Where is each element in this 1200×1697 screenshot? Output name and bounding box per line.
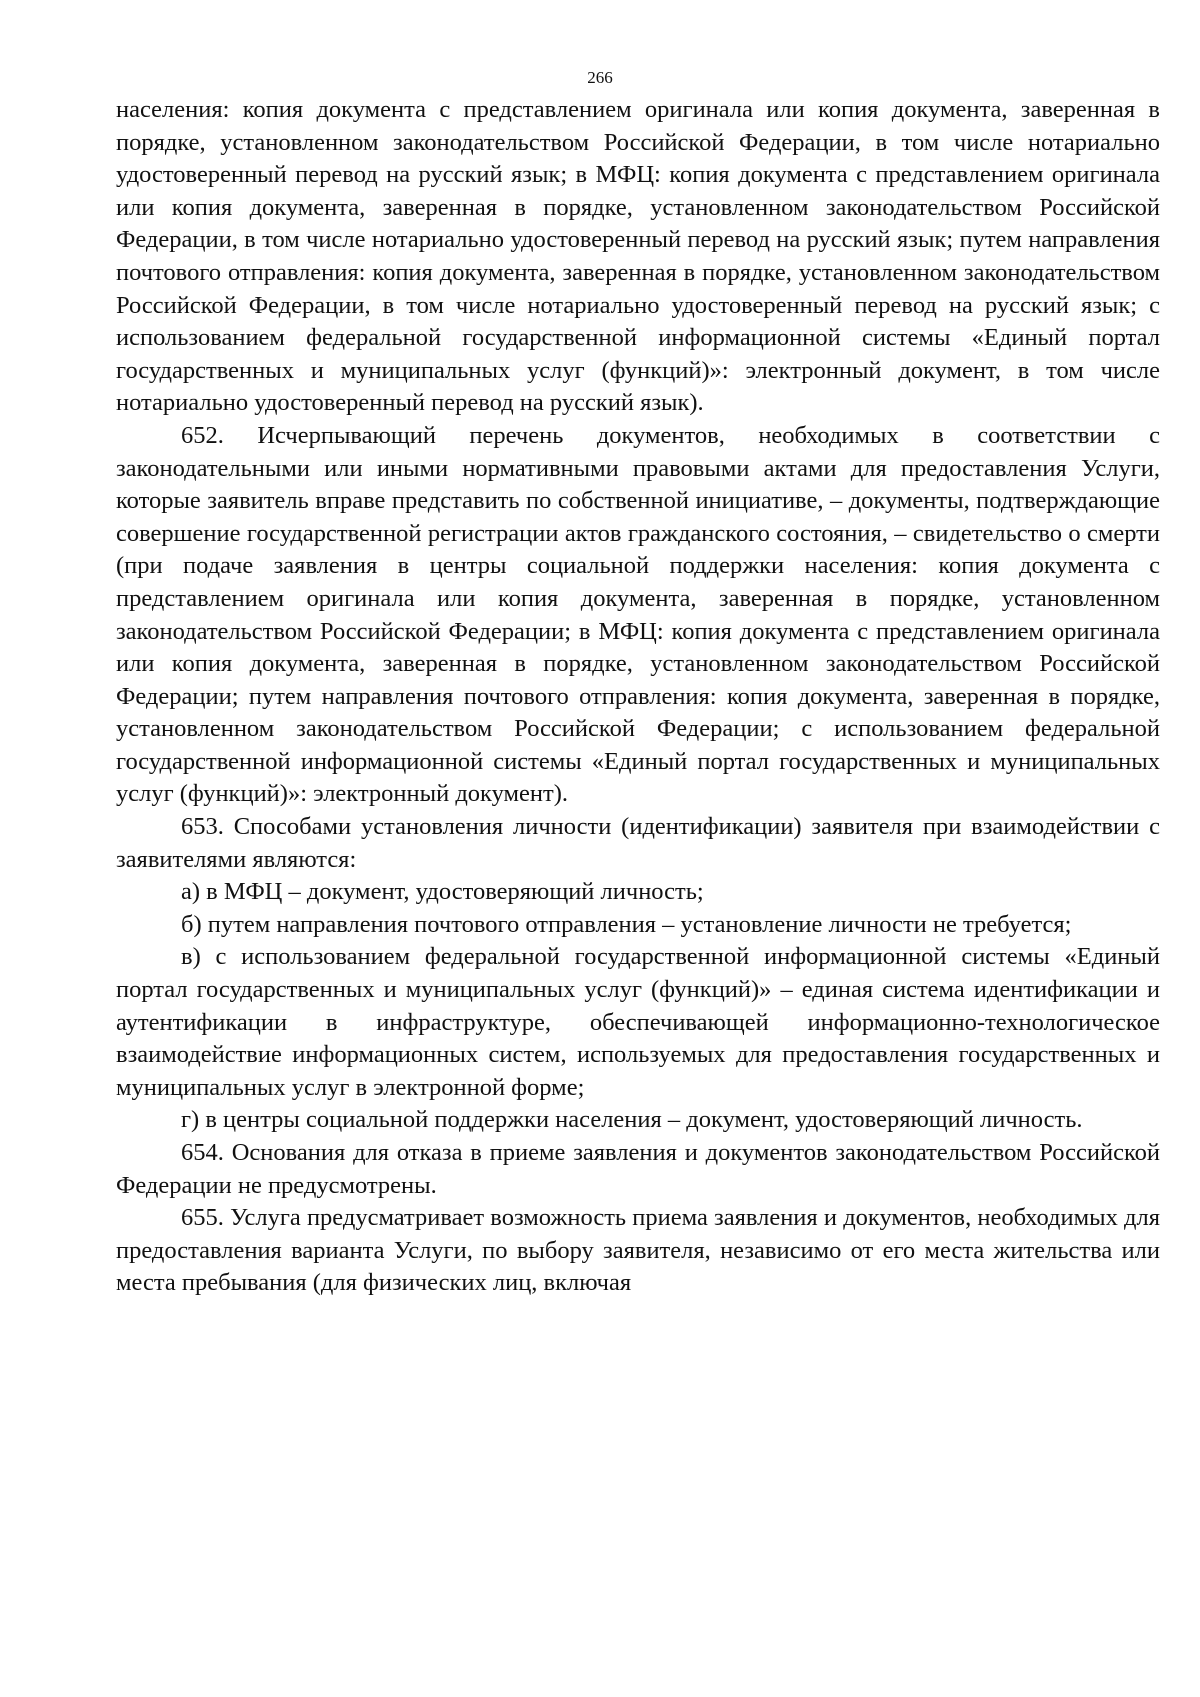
page-number: 266 — [587, 68, 613, 87]
paragraph-653: 653. Способами установления личности (идентификации) заявителя при взаимодействии с заявителями являются: — [116, 813, 1160, 873]
list-item-a: а) в МФЦ – документ, удостоверяющий личность; — [181, 878, 704, 906]
paragraph-continuation: населения: копия документа с представлением оригинала или копия документа, заверенная в порядке, установленном законодательством Российской Федерации, в том числе нотариально удостоверенный перевод на русский язык; в МФЦ: копия документа с представлением оригинала или копия документа, заверенная в порядке, установленном законодательством Российской Федерации, в том числе нотариально удостоверенный перевод на русский язык; путем направления почтового отправления: копия документа, заверенная в порядке, установленном законодательством Российской Федерации, в том числе нотариально удостоверенный перевод на русский язык; с использованием федеральной государственной информационной системы «Единый портал государственных и муниципальных услуг (функций)»: электронный документ, в том числе нотариально удостоверенный перевод на русский язык). — [116, 96, 1160, 417]
paragraph-655: 655. Услуга предусматривает возможность приема заявления и документов, необходимых для предоставления варианта Услуги, по выбору заявителя, независимо от его места жительства или места пребывания (для физических лиц, включая — [116, 1204, 1160, 1297]
list-item-g: г) в центры социальной поддержки населения – документ, удостоверяющий личность. — [181, 1106, 1083, 1134]
paragraph-652: 652. Исчерпывающий перечень документов, необходимых в соответствии с законодательными или иными нормативными правовыми актами для предоставления Услуги, которые заявитель вправе представить по собственной инициативе, – документы, подтверждающие совершение государственной регистрации актов гражданского состояния, – свидетельство о смерти (при подаче заявления в центры социальной поддержки населения: копия документа с представлением оригинала или копия документа, заверенная в порядке, установленном законодательством Российской Федерации; в МФЦ: копия документа с представлением оригинала или копия документа, заверенная в порядке, установленном законодательством Российской Федерации; путем направления почтового отправления: копия документа, заверенная в порядке, установленном законодательством Российской Федерации; с использованием федеральной государственной информационной системы «Единый портал государственных и муниципальных услуг (функций)»: электронный документ). — [116, 421, 1160, 808]
list-item-v: в) с использованием федеральной государственной информационной системы «Единый портал государственных и муниципальных услуг (функций)» – единая система идентификации и аутентификации в инфраструктуре, обеспечивающей информационно-технологическое взаимодействие информационных систем, используемых для предоставления государственных и муниципальных услуг в электронной форме; — [116, 943, 1160, 1101]
list-item-b: б) путем направления почтового отправления – установление личности не требуется; — [181, 910, 1072, 938]
document-body — [116, 94, 1160, 1300]
paragraph-654: 654. Основания для отказа в приеме заявления и документов законодательством Российской Федерации не предусмотрены. — [116, 1139, 1160, 1199]
